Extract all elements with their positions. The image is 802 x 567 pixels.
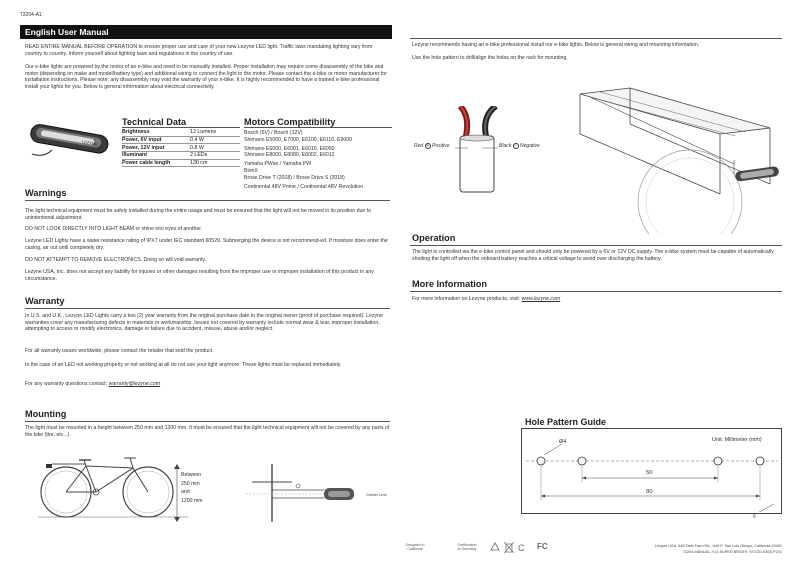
height-label-line: 1200 mm	[181, 497, 203, 504]
intro-paragraph-2: Our e-bike lights are powered by the motor of an e-bike and need to be manually installed. Proper installation may require some disassembly of the bike and motor (depending on make and model/battery type) and additional wiring to connect the light to the motor. Please contact the e-bike or motor manufacturer for installation instructions. Please note: any disassembly may void the warranty of your e-bike. It is highly recommended to have a trained e-bike professional install your lights for you. Below is general information about electrical connectivity.	[25, 64, 387, 90]
address-line: Lezyne USA, 645 Tank Farm Rd., Unit F, San Luis Obispo, California 93401	[655, 544, 782, 548]
footer-address	[560, 544, 782, 555]
technical-data-rule	[122, 127, 240, 128]
warranty-rule	[25, 308, 390, 309]
spec-label: Power cable length	[122, 159, 190, 167]
positive-symbol: +	[426, 143, 430, 149]
more-information-title: More Information	[412, 279, 488, 289]
warranty-paragraph: For all warranty issues worldwide, please contact the retailer that sold the product.	[25, 348, 214, 354]
motor-line: Shimano E5000, E7000, E6100, E6110, E9000	[244, 137, 353, 143]
warranty-contact-prefix: For any warranty questions contact:	[25, 381, 108, 387]
warranty-paragraph: In U.S. and U.K., Lezyne LED Lights carry a two (2) year warranty from the original purchase date to the original owner (proof of purchase required). Lezyne warranties cover any manufacturing defects in materials or workmanship. Issues not covered by warranty include normal wear & tear, improper installation, attempting to access or modify electronics, damage or failure due to accident, misuse, abuse and/or neglect.	[25, 313, 383, 333]
warning-paragraph: Lezyne LED Lights have a water resistance rating of IPX7 under IEC standard 60529. Submerging the device is not recommend-ed. If moisture does enter the casing, air out until completely dry.	[25, 238, 388, 251]
designed-line: California	[407, 547, 423, 551]
spec-value: 0.4 W	[190, 136, 240, 144]
svg-text:LEZYNE: LEZYNE	[81, 139, 98, 147]
right-intro-2: Use the hole pattern to drill/align the holes on the rack for mounting.	[412, 55, 568, 61]
table-row	[122, 129, 240, 136]
red-label: Red	[414, 143, 424, 149]
operation-text: The light is controlled via the e-bike control panel and should only be powered by a 6V or 12V DC supply. The e-bike system must be capable of automatically shutting the light off when the onboard battery reaches a critical voltage to avoid over discharging the battery.	[412, 249, 774, 262]
warnings-rule	[25, 200, 390, 201]
black-label: Black	[499, 143, 512, 149]
hole-diameter-label: Ø4	[559, 439, 567, 445]
warranty-contact	[25, 381, 390, 388]
motors-rule	[244, 127, 392, 128]
hole-pattern-unit: Unit: Millimeter (mm)	[712, 437, 762, 443]
more-info-prefix: For more information on Lezyne products, visit:	[412, 296, 521, 302]
designed-line: Designed in	[405, 543, 425, 547]
spec-value: 2 LEDs	[190, 151, 240, 159]
ce-mark-icon	[518, 542, 530, 553]
rack-top-view-illustration	[244, 464, 366, 522]
warranty-paragraph: In the case of an LED not working properly or not working at all do not use your light anymore. These lights must be replaced immediately.	[25, 362, 342, 368]
operation-title: Operation	[412, 233, 456, 243]
light-product-image	[24, 120, 116, 162]
svg-text:C: C	[518, 543, 525, 553]
right-top-rule	[410, 38, 782, 39]
technical-data-title: Technical Data	[122, 117, 187, 127]
warning-paragraph: DO NOT LOOK DIRECTLY INTO LIGHT BEAM or shine into eyes of another.	[25, 226, 203, 232]
more-information-text	[412, 296, 782, 303]
mounting-text: The light must be mounted in a height between 250 mm and 1200 mm. It must be ensured that the light technical equipment will not be covered by any parts of the bike (tire, etc...).	[25, 425, 390, 438]
manual-title-banner: English User Manual	[20, 25, 392, 39]
spec-label: Power, 12V input	[122, 144, 190, 152]
recycle-icon	[489, 542, 501, 553]
weee-bin-icon	[504, 542, 514, 553]
mounting-height-label	[181, 471, 221, 505]
certified-line: in Germany	[457, 547, 477, 551]
mounting-rule	[25, 421, 390, 422]
warnings-title: Warnings	[25, 188, 67, 198]
right-intro-1: Lezyne recommends having an e-bike professional install our e-bike lights. Below is general wiring and mounting information.	[412, 42, 700, 48]
spec-value: 12 Lumens	[190, 129, 240, 136]
table-row	[122, 144, 240, 152]
spec-label: Brightness	[122, 129, 190, 136]
spec-value: 130 cm	[190, 159, 240, 167]
warning-paragraph: Lezyne USA, Inc. does not accept any liability for injuries or other damages resulting from the improper use or improper installation of this product in any circumstance.	[25, 269, 374, 282]
bicycle-illustration	[38, 452, 188, 520]
warning-paragraph: DO NOT ATTEMPT TO REMOVE ELECTRONICS. Doing so will void warranty.	[25, 257, 207, 263]
corner-dimension: 6	[753, 514, 756, 520]
motor-line: Yamaha PWse / Yamaha PW	[244, 161, 312, 167]
motor-line: Shimano E8000, E8080, E6002, E6012	[244, 152, 335, 158]
hole-dimension-outer: 80	[646, 489, 653, 495]
hole-dimension-inner: 50	[646, 470, 653, 476]
motor-line: BionX	[244, 168, 258, 174]
motor-line: Continental 48V Prime / Continental 48V Revolution	[244, 184, 364, 190]
warranty-title: Warranty	[25, 296, 65, 306]
designed-in-california-badge	[404, 543, 426, 551]
rear-rack-illustration	[570, 74, 785, 234]
height-label-line: and	[181, 489, 190, 496]
negative-label: Negative	[520, 143, 540, 149]
website-link[interactable]: www.lezyne.com	[521, 296, 561, 302]
motor-line: Brose Drive T (2018) / Brose Drive S (2018)	[244, 175, 345, 181]
motor-line: Shimano E6000, E6001, E6010, E6050	[244, 146, 335, 152]
certification-badge	[454, 543, 480, 551]
spec-label: Power, 6V input	[122, 136, 190, 144]
wiring-cable-illustration	[452, 106, 532, 216]
table-row	[122, 159, 240, 167]
hole-pattern-diagram	[522, 440, 782, 512]
motor-line: Bosch (6V) / Bosch (12V)	[244, 130, 303, 136]
certified-line: Certification	[457, 543, 477, 547]
document-code: 73204-A1	[20, 12, 42, 18]
warranty-email-link[interactable]: warranty@lezyne.com	[108, 381, 161, 387]
intro-paragraph-1: READ ENTIRE MANUAL BEFORE OPERATION to ensure proper use and care of your new Lezyne LED light. Traffic laws mandating lighting vary from country to country. Inform yourself about lighting laws and regulations in the country of use.	[25, 44, 373, 57]
operation-rule	[410, 245, 782, 246]
hole-pattern-title: Hole Pattern Guide	[522, 417, 609, 427]
address-line: 73204-MANUAL-Y13-SUPER BRIGHT STVZO-E800-P241	[682, 549, 782, 554]
spec-value: 0.8 W	[190, 144, 240, 152]
motors-compatibility-title: Motors Compatibility	[244, 117, 336, 127]
wire-pointer-lines	[412, 143, 552, 153]
warning-paragraph: The light technical equipment must be safely installed during the entire usage and must be ensured that the light will not be moved in its position due to unintentional adjustment.	[25, 208, 372, 221]
positive-label: Positive	[431, 143, 450, 149]
technical-data-table	[122, 129, 240, 167]
center-line-label: Center Line	[366, 492, 387, 497]
table-row	[122, 136, 240, 144]
height-label-line: Between	[181, 472, 202, 478]
mounting-title: Mounting	[25, 409, 67, 419]
table-row	[122, 151, 240, 159]
fc-mark: FC	[537, 542, 548, 551]
spec-label: Illuminant	[122, 151, 190, 159]
height-label-line: 250 mm	[181, 480, 200, 487]
negative-symbol: −	[514, 143, 518, 149]
more-information-rule	[410, 291, 782, 292]
